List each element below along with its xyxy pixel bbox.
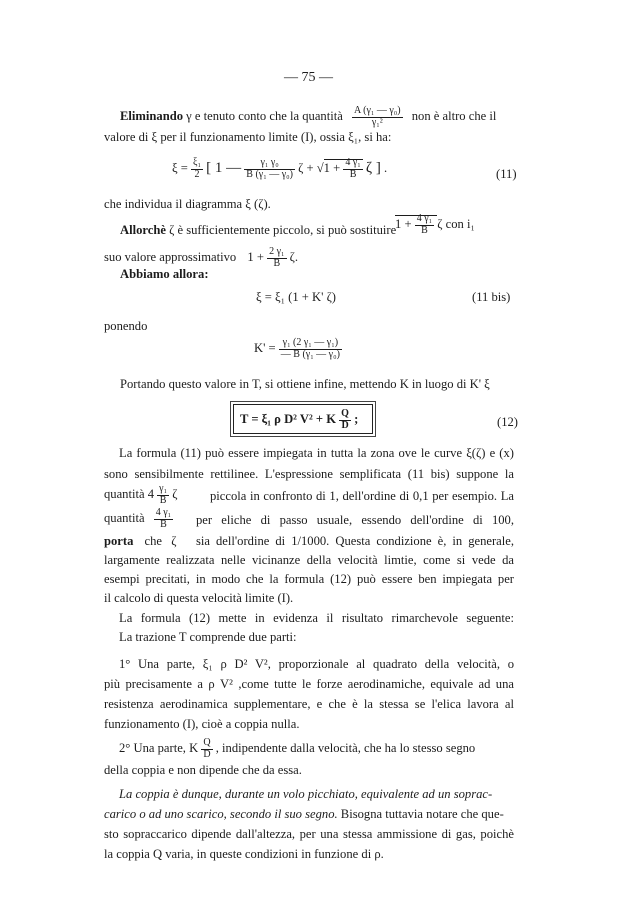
paragraph-9-line-3: resistenza aerodinamica supplementare, e che è la stessa se l'elica lavora al (104, 697, 514, 711)
paragraph-7-line-1: La formula (11) può essere impiegata in tutta la zona ove le curve ξ(ζ) e (x) (119, 446, 514, 460)
eq-text: ζ ] (365, 159, 381, 176)
text-span: 2° Una parte, K (119, 740, 199, 755)
radicand (323, 157, 363, 180)
text-span: ζ è sufficientemente piccolo, si può sostituire (169, 223, 397, 237)
text-span: quantità (104, 510, 145, 525)
paragraph-1-line-1 (120, 106, 496, 128)
fraction-denominator: — B (γ₁ — γ₀) (280, 348, 340, 360)
fraction-numerator: Q (203, 737, 211, 748)
paragraph-9-line-2: più precisamente a ρ V² ,come tutte le forze aerodinamiche, equivale ad una (104, 677, 514, 691)
text-span: γ e tenuto conto che la quantità (186, 108, 343, 123)
eq-text: ξ = (172, 160, 188, 175)
fraction-numerator: γ₁ (159, 483, 168, 494)
fraction (415, 214, 434, 236)
equation-k-prime (254, 338, 342, 360)
fraction-denominator: B (349, 168, 357, 180)
eq-text: ζ + √ (298, 160, 324, 175)
paragraph-2: che individua il diagramma ξ (ζ). (104, 197, 271, 211)
eq-text: 1 + (323, 160, 341, 175)
paragraph-10-line-1 (119, 738, 475, 760)
radicand (395, 213, 437, 236)
equation-label-11-bis: (11 bis) (472, 290, 511, 304)
fraction-numerator: ξ₁ (193, 157, 201, 168)
fraction-denominator: D (341, 419, 349, 431)
text-span: non è altro che il (411, 108, 497, 123)
paragraph-7-line-7: esempi precitati, in modo che la formula (12) può essere ben impiegata per (104, 572, 514, 586)
paragraph-7-line-3-prefix (104, 484, 177, 506)
fraction-denominator: B (273, 257, 281, 269)
text-span: carico o ad uno scarico, secondo il suo segno. (104, 807, 338, 821)
paragraph-7-line-8: il calcolo di questa velocità limite (I). (104, 591, 294, 605)
paragraph-7-line-5: sia dell'ordine di 1/1000. Questa condizione è, in generale, (196, 534, 514, 548)
paragraph-11-line-2 (104, 806, 504, 822)
eq-text: K' = (254, 340, 276, 355)
paragraph-1-line-2: valore di ξ per il funzionamento limite (I), ossia ξ₁, si ha: (104, 130, 392, 144)
radical-expression (395, 214, 475, 236)
fraction-numerator: Q (341, 408, 349, 419)
eq-text: 1 + (395, 216, 412, 231)
paragraph-11-line-4: la coppia Q varia, in queste condizioni in funzione di ρ. (104, 847, 384, 861)
paragraph-4: Abbiamo allora: (120, 267, 209, 281)
fraction-denominator: 2 (194, 168, 200, 180)
fraction (267, 247, 286, 269)
eq-text: T = ξ₁ ρ D² V² + K (240, 411, 337, 426)
paragraph-7-line-3: piccola in confronto di 1, dell'ordine di 0,1 per esempio. La (210, 489, 514, 503)
fraction-denominator: B (159, 494, 167, 506)
equation-11-bis: ξ = ξ₁ (1 + K' ζ) (256, 290, 336, 304)
paragraph-3-line-1 (120, 222, 396, 238)
fraction-numerator: 4 γ₁ (416, 213, 433, 224)
fraction (157, 484, 169, 506)
fraction-denominator: B (160, 518, 167, 530)
fraction-numerator: γ₁ γ₀ (244, 158, 295, 170)
eq-text: i₁ (466, 216, 475, 231)
paragraph-10-line-2: della coppia e non dipende che da essa. (104, 763, 302, 777)
paragraph-11-line-1: La coppia è dunque, durante un volo picchiato, equivalente ad un soprac- (119, 787, 493, 801)
text-span: Eliminando (120, 108, 183, 123)
fraction (244, 158, 295, 180)
equation-label-11: (11) (496, 167, 517, 181)
text-span: quantità 4 (104, 486, 155, 501)
fraction (279, 338, 342, 360)
eq-text: ζ. (289, 249, 299, 264)
page-number: — 75 — (284, 70, 333, 85)
fraction-denominator: B (421, 224, 428, 236)
paragraph-8-line-1: La formula (12) mette in evidenza il risultato rimarchevole seguente: (119, 611, 514, 625)
paragraph-7-line-4-prefix (104, 508, 173, 530)
equation-label-12: (12) (497, 415, 518, 429)
eq-text: ζ con (437, 216, 464, 231)
fraction (154, 508, 173, 530)
text-span: ζ (171, 534, 177, 548)
paragraph-9-line-1: 1° Una parte, ξ₁ ρ D² V², proporzionale al quadrato della velocità, o (119, 657, 514, 671)
text-span: suo valore approssimativo (104, 249, 237, 264)
text-span: Bisogna tuttavia notare che que- (337, 807, 504, 821)
fraction-numerator: 4 γ₁ (345, 157, 361, 168)
text-span: porta (104, 534, 134, 548)
paragraph-11-line-3: sto sopraccarico dipende dall'altezza, per una stessa ammissione di gas, poichè (104, 827, 514, 841)
equation-12 (240, 409, 358, 431)
paragraph-7-line-5-prefix (104, 533, 176, 549)
text-span: ζ (172, 486, 178, 501)
paragraph-6: Portando questo valore in T, si ottiene infine, mettendo K in luogo di K' ξ (120, 377, 490, 391)
fraction-numerator: A (γ₁ — γ₀) (353, 105, 401, 116)
fraction (352, 106, 403, 128)
paragraph-8-line-2: La trazione T comprende due parti: (119, 630, 297, 644)
paragraph-9-line-4: funzionamento (I), cioè a coppia nulla. (104, 717, 300, 731)
fraction-numerator: 2 γ₁ (269, 246, 285, 257)
fraction-denominator: D (203, 748, 211, 760)
paragraph-7-line-4: per eliche di passo usuale, essendo dell'ordine di 100, (196, 513, 514, 527)
equation-11 (172, 158, 387, 180)
fraction (339, 409, 351, 431)
eq-text: ; (354, 411, 359, 426)
paragraph-7-line-6: largamente realizzata nelle vicinanze della velocità limtie, come si vede da (104, 553, 514, 567)
fraction (191, 158, 203, 180)
fraction-numerator: γ₁ (2 γ₁ — γ₁) (279, 338, 342, 350)
fraction (343, 158, 362, 180)
fraction-denominator: B (γ₁ — γ₀) (246, 168, 293, 180)
eq-text: [ 1 — (206, 159, 242, 176)
fraction-denominator: γ₁² (371, 116, 383, 128)
eq-text: . (384, 160, 388, 175)
text-span: che (144, 534, 163, 548)
text-span: , indipendente dalla velocità, che ha lo stesso segno (215, 740, 476, 755)
paragraph-5: ponendo (104, 319, 148, 333)
eq-text: 1 + (247, 249, 264, 264)
text-span: Allorchè (120, 223, 166, 237)
fraction (201, 738, 212, 760)
fraction-numerator: 4 γ₁ (155, 507, 172, 518)
paragraph-7-line-2: sono sensibilmente rettilinee. L'espressione semplificata (11 bis) suppone la (104, 467, 514, 481)
